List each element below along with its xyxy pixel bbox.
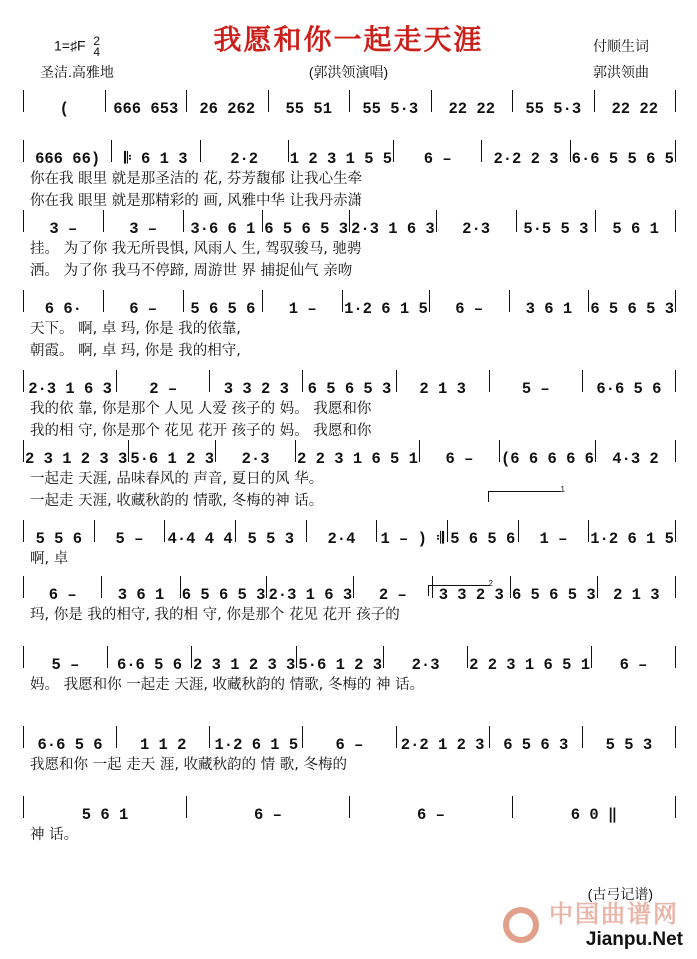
measure: 6 0 ‖	[570, 806, 618, 824]
lyric-verse-2: 朝霞。 啊, 卓 玛, 你是 我的相守,	[30, 343, 241, 359]
measure: 5·6 1 2 3	[130, 450, 215, 468]
measure: 2·2 2 3	[493, 150, 559, 168]
barline	[23, 210, 24, 232]
barline	[23, 726, 24, 748]
barline	[675, 290, 676, 312]
barline	[396, 370, 397, 392]
barline	[675, 440, 676, 462]
notes-line	[22, 204, 677, 238]
measure: 5 5 6	[35, 530, 83, 548]
measure: 22 22	[448, 100, 495, 118]
measure: 55 5·3	[362, 100, 419, 118]
measure: 666 653	[113, 100, 179, 118]
measure: 1 1 2	[139, 736, 187, 754]
measure: 6 –	[445, 450, 474, 468]
barline	[105, 90, 106, 112]
key-text: 1=♯F	[54, 37, 86, 54]
barline	[116, 370, 117, 392]
measure: 5 5 3	[247, 530, 295, 548]
barline	[516, 210, 517, 232]
measure: 6·6 5 6	[116, 656, 183, 674]
barline	[128, 440, 129, 462]
barline	[23, 370, 24, 392]
measure: 6 6·	[44, 300, 82, 318]
barline	[595, 440, 596, 462]
measure: 1 –	[539, 530, 568, 548]
measure: 6 –	[455, 300, 484, 318]
measure: 2 3 1 2 3 3	[25, 450, 128, 468]
barline	[675, 90, 676, 112]
measure: 3 6 1	[117, 586, 165, 604]
measure: (	[59, 100, 69, 118]
barline	[183, 290, 184, 312]
measure: 6 –	[335, 736, 364, 754]
score-row	[22, 790, 677, 868]
notes-line	[22, 720, 677, 754]
barline	[393, 140, 394, 162]
barline	[419, 440, 420, 462]
notes-line	[22, 640, 677, 674]
measure: 1·2 6 1 5	[214, 736, 299, 754]
notes-line	[22, 284, 677, 318]
barline	[431, 90, 432, 112]
barline	[675, 210, 676, 232]
barline	[209, 726, 210, 748]
barline	[349, 90, 350, 112]
barline	[107, 646, 108, 668]
barline	[306, 520, 307, 542]
notes-line	[22, 364, 677, 398]
measure: 3 3 2 3	[438, 586, 504, 604]
measure: 3 –	[129, 220, 158, 238]
measure: 4·3 2	[612, 450, 659, 468]
barline	[111, 140, 112, 162]
measure: 2 3 1 2 3 3	[193, 656, 296, 674]
barline	[512, 796, 513, 818]
measure: 2·3	[411, 656, 440, 674]
measure: 6 5 6 5 3	[181, 586, 266, 604]
volta-2-label: 2	[488, 579, 493, 588]
expression-marking: 圣洁.高雅地	[40, 64, 114, 80]
notes-line	[22, 434, 677, 468]
lyric-verse-1: 妈。 我愿和你 一起走 天涯, 收藏秋韵的 情歌, 冬梅的 神 话。	[30, 677, 425, 693]
score-row	[22, 640, 677, 718]
barline	[164, 520, 165, 542]
time-top: 2	[93, 34, 101, 48]
barline	[94, 520, 95, 542]
barline	[383, 646, 384, 668]
lyric-verse-1: 天下。 啊, 卓 玛, 你是 我的依靠,	[30, 321, 241, 337]
barline	[180, 576, 181, 598]
measure: 1 – ) 𝄇	[380, 530, 444, 548]
measure: 1·2 6 1 5	[590, 530, 674, 548]
barline	[23, 290, 24, 312]
barline	[570, 140, 571, 162]
measure: 2·3 1 6 3	[28, 380, 112, 398]
barline	[597, 576, 598, 598]
composer: 郭洪领曲	[593, 64, 649, 80]
measure: 666 66)	[35, 150, 101, 168]
transcriber-note: (古弓记谱)	[587, 886, 653, 902]
measure: 4·4 4 4	[167, 530, 233, 548]
measure: 1 2 3 1 5 5	[289, 150, 393, 168]
barline	[481, 140, 482, 162]
barline	[23, 520, 24, 542]
lyric-verse-1: 我愿和你 一起 走天 涯, 收藏秋韵的 情 歌, 冬梅的	[30, 757, 347, 773]
measure: 3·6 6 1	[190, 220, 256, 238]
barline	[266, 576, 267, 598]
score-row	[22, 364, 677, 442]
barline	[103, 290, 104, 312]
barline	[594, 90, 595, 112]
barline	[262, 290, 263, 312]
measure: 2·2 1 2 3	[400, 736, 485, 754]
barline	[101, 576, 102, 598]
barline	[376, 520, 377, 542]
measure: 22 22	[611, 100, 658, 118]
lyric-verse-2	[22, 696, 677, 718]
barline	[436, 210, 437, 232]
lyric-verse-2: 洒。 为了你 我马不停蹄, 周游世 界 捕捉仙气 亲吻	[30, 263, 353, 279]
watermark-site: Jianpu.Net	[585, 929, 683, 950]
measure: 6 5 6 5 3	[590, 300, 675, 318]
measure: 𝄆 6 1 3	[124, 150, 188, 168]
barline	[518, 520, 519, 542]
measure: 2·2	[230, 150, 259, 168]
barline	[200, 140, 201, 162]
barline	[23, 646, 24, 668]
barline	[183, 210, 184, 232]
lyric-verse-1: 玛, 你是 我的相守, 我的相 守, 你是那个 花见 花开 孩子的	[30, 607, 400, 623]
measure: 2 2 3 1 6 5 1	[469, 656, 591, 674]
barline	[675, 370, 676, 392]
measure: 6 5 6 3	[503, 736, 569, 754]
lyric-verse-2: 我的相 守, 你是那个 花见 花开 孩子的 妈。 我愿和你	[30, 423, 372, 439]
barline	[591, 646, 592, 668]
barline	[296, 646, 297, 668]
lyric-verse-1: 啊, 卓	[30, 551, 69, 567]
barline	[675, 520, 676, 542]
measure: 2·3 1 6 3	[351, 220, 435, 238]
measure: 2·3	[241, 450, 270, 468]
score-row	[22, 434, 677, 512]
performer: (郭洪领演唱)	[308, 64, 389, 80]
measure: 2 –	[378, 586, 407, 604]
measure: 2 2 3 1 6 5 1	[297, 450, 418, 468]
barline	[447, 520, 448, 542]
measure: 6 –	[417, 806, 445, 824]
barline	[349, 796, 350, 818]
barline	[582, 370, 583, 392]
lyric-verse-1: 神 话。	[30, 827, 79, 843]
measure: 6 –	[48, 586, 77, 604]
barline	[295, 440, 296, 462]
notes-line	[22, 84, 677, 118]
barline	[103, 210, 104, 232]
barline	[675, 646, 676, 668]
measure: 5·5 5 3	[523, 220, 589, 238]
volta-1-label: 1	[560, 485, 565, 494]
measure: 1 –	[288, 300, 317, 318]
barline	[675, 576, 676, 598]
barline	[349, 210, 350, 232]
barline	[510, 576, 511, 598]
barline	[23, 140, 24, 162]
barline	[499, 440, 500, 462]
measure: 2 –	[149, 380, 178, 398]
barline	[186, 796, 187, 818]
barline	[23, 440, 24, 462]
notes-line	[22, 514, 677, 548]
barline	[235, 520, 236, 542]
measure: 6 5 6 5 3	[264, 220, 349, 238]
measure: 2 1 3	[419, 380, 466, 398]
lyric-verse-2: 你在我 眼里 就是那精彩的 画, 风雅中华 让我丹赤潇	[30, 193, 363, 209]
lyric-verse-2: 一起走 天涯, 收藏秋韵的 情歌, 冬梅的神 话。	[30, 493, 324, 509]
barline	[23, 90, 24, 112]
barline	[215, 440, 216, 462]
notes-line	[22, 570, 677, 604]
lyric-verse-1: 一起走 天涯, 品味春风的 声音, 夏日的风 华。	[30, 471, 324, 487]
score-row	[22, 204, 677, 282]
notes-line	[22, 134, 677, 168]
measure: 6 –	[254, 806, 282, 824]
barline	[489, 370, 490, 392]
barline	[262, 210, 263, 232]
notes-line	[22, 790, 677, 824]
measure: 6 –	[129, 300, 158, 318]
measure: (6 6 6 6 6	[500, 450, 594, 468]
measure: 3 6 1	[525, 300, 573, 318]
barline	[209, 370, 210, 392]
measure: 6·6 5 6	[37, 736, 103, 754]
measure: 6·6 5 5 6 5	[571, 150, 674, 168]
barline	[288, 140, 289, 162]
barline	[588, 290, 589, 312]
lyric-verse-1: 你在我 眼里 就是那圣洁的 花, 芬芳馥郁 让我心生牵	[30, 171, 363, 187]
measure: 5 –	[115, 530, 144, 548]
measure: 2·3 1 6 3	[268, 586, 353, 604]
measure: 5 –	[51, 656, 80, 674]
song-title: 我愿和你一起走天涯	[213, 23, 484, 56]
barline	[268, 90, 269, 112]
lyric-verse-2	[22, 846, 677, 868]
measure: 5 –	[521, 380, 550, 398]
barline	[509, 290, 510, 312]
measure: 3 –	[49, 220, 78, 238]
barline	[302, 370, 303, 392]
measure: 55 51	[285, 100, 332, 118]
measure: 6 –	[423, 150, 452, 168]
barline	[595, 210, 596, 232]
time-bottom: 4	[93, 45, 101, 59]
measure: 2·3	[462, 220, 491, 238]
barline	[191, 646, 192, 668]
measure: 5·6 1 2 3	[298, 656, 383, 674]
measure: 5 6 1	[81, 806, 129, 824]
measure: 6 5 6 5 3	[511, 586, 596, 604]
measure: 5 5 3	[605, 736, 653, 754]
barline	[342, 290, 343, 312]
barline	[396, 726, 397, 748]
score-row	[22, 720, 677, 798]
barline	[675, 140, 676, 162]
measure: 5 6 5 6	[190, 300, 256, 318]
barline	[512, 90, 513, 112]
barline	[489, 726, 490, 748]
measure: 6 –	[619, 656, 648, 674]
measure: 26 262	[199, 100, 256, 118]
barline	[675, 726, 676, 748]
measure: 2 1 3	[613, 586, 660, 604]
measure: 3 3 2 3	[223, 380, 289, 398]
barline	[582, 726, 583, 748]
score-row	[22, 284, 677, 362]
barline	[116, 726, 117, 748]
watermark-logo-icon	[503, 907, 539, 943]
measure: 5 6 1	[612, 220, 659, 238]
measure: 1·2 6 1 5	[344, 300, 428, 318]
lyricist: 付顺生词	[593, 38, 649, 54]
measure: 5 6 5 6	[450, 530, 516, 548]
barline	[186, 90, 187, 112]
barline	[353, 576, 354, 598]
score-row	[22, 134, 677, 212]
barline	[429, 290, 430, 312]
barline	[23, 796, 24, 818]
barline	[467, 646, 468, 668]
lyric-verse-1: 挂。 为了你 我无所畏惧, 风雨人 生, 驾驭骏马, 驰骋	[30, 241, 362, 257]
watermark-chinese: 中国曲谱网	[549, 901, 679, 928]
measure: 6 5 6 5 3	[307, 380, 392, 398]
barline	[675, 796, 676, 818]
lyric-verse-1: 我的依 靠, 你是那个 人见 人爱 孩子的 妈。 我愿和你	[30, 401, 372, 417]
barline	[302, 726, 303, 748]
measure: 2·4	[327, 530, 356, 548]
barline	[23, 576, 24, 598]
measure: 55 5·3	[525, 100, 582, 118]
measure: 6·6 5 6	[596, 380, 662, 398]
barline	[588, 520, 589, 542]
score-row	[22, 570, 677, 648]
